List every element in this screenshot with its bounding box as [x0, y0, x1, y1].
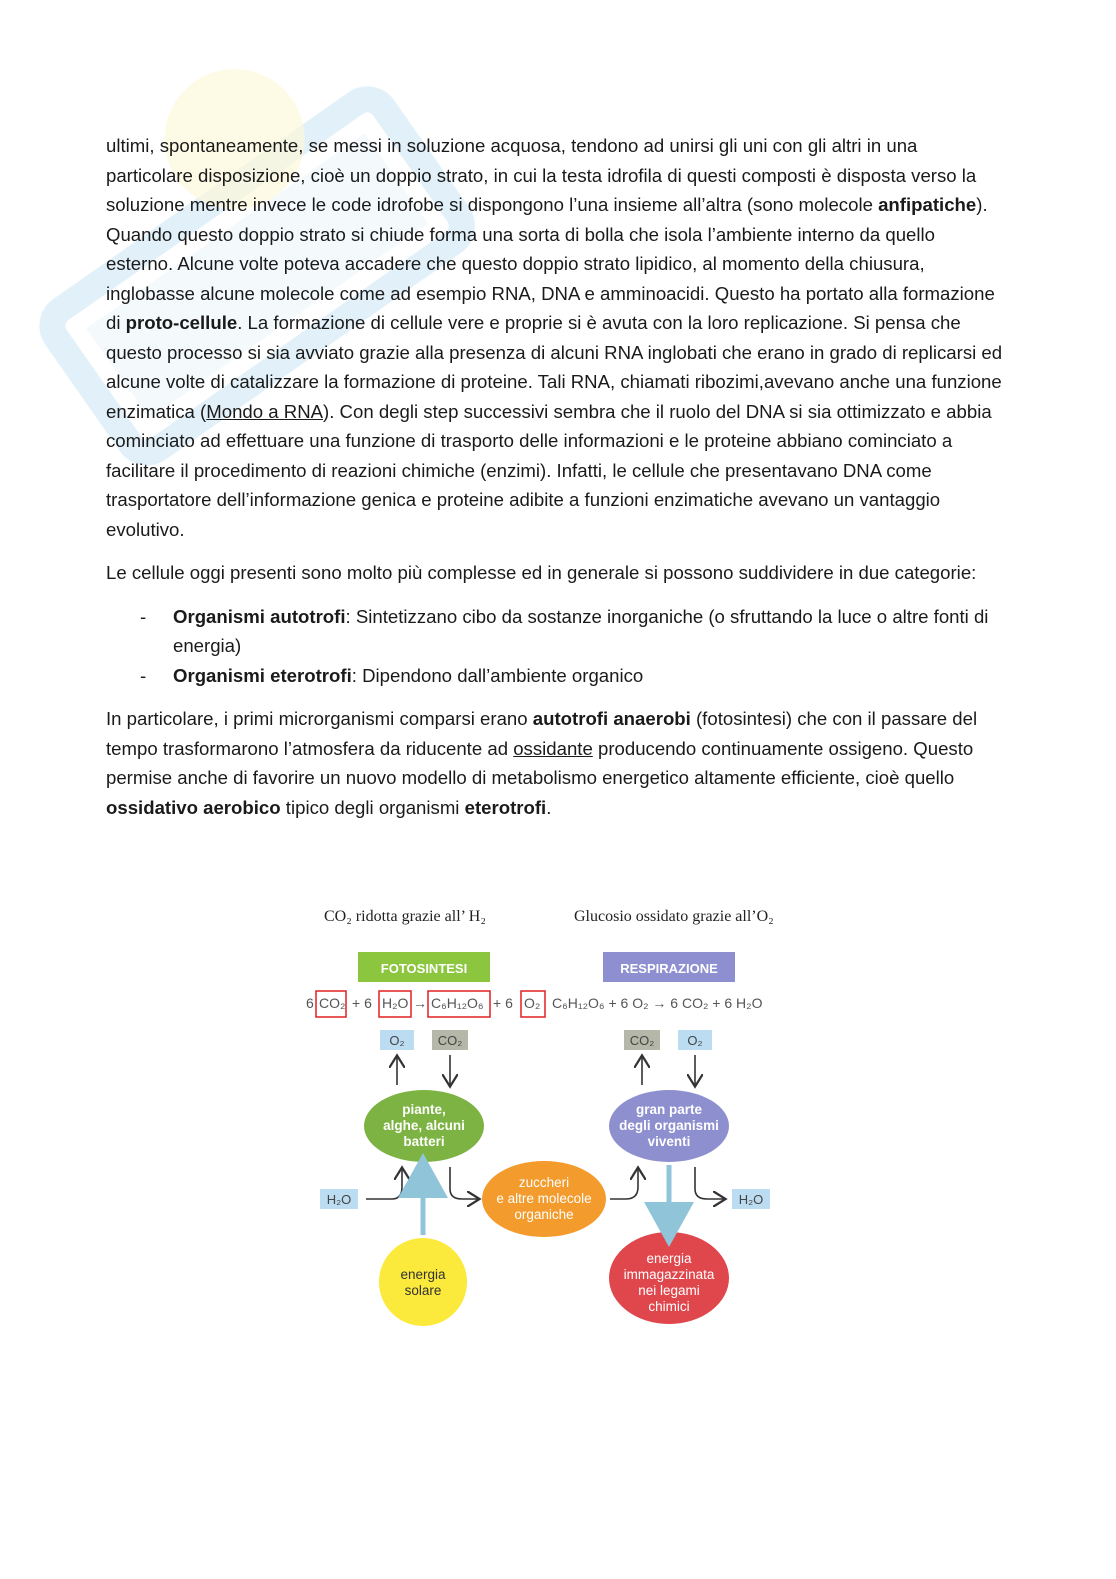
organism-categories-list	[106, 602, 1006, 691]
bullet-dash: -	[140, 605, 147, 627]
arrow-icon	[450, 1167, 478, 1199]
bold-term: eterotrofi	[464, 796, 547, 818]
svg-text:→: →	[413, 995, 427, 1011]
text-run: Le cellule oggi presenti sono molto più complesse ed in generale si possono suddividere in due categorie:	[106, 562, 977, 583]
svg-text:+ 6: + 6	[493, 995, 513, 1011]
bold-term: anfipatiche	[878, 194, 977, 215]
bullet-dash: -	[140, 664, 147, 686]
tag-h2o: H₂O	[738, 1192, 764, 1207]
bold-term: ossidativo aerobico	[106, 796, 281, 818]
svg-text:+ 6: + 6	[352, 995, 372, 1011]
svg-text:batteri: batteri	[403, 1134, 445, 1149]
svg-text:gran parte: gran parte	[635, 1102, 703, 1117]
svg-text:piante,: piante,	[402, 1102, 446, 1117]
svg-text:chimici: chimici	[648, 1299, 690, 1314]
tag-co2: CO₂	[629, 1033, 655, 1048]
svg-text:degli organismi: degli organismi	[619, 1118, 719, 1133]
text-run: (fotosintesi) che con il passare del tempo trasformarono l’atmosfera da riducente ad	[106, 708, 978, 759]
list-item	[106, 661, 1006, 691]
photosynthesis-label: FOTOSINTESI	[380, 961, 468, 976]
svg-text:CO₂: CO₂	[319, 995, 346, 1011]
underlined-term: ossidante	[513, 737, 593, 759]
list-item	[106, 602, 1006, 661]
text-run: ultimi, spontaneamente, se messi in soluzione acquosa, tendono ad unirsi gli uni con gli altri in una particolare disposizione, cioè un doppio strato, in cui la testa idrofila di questi composti è disposta verso la soluzione mentre invece le code idrofobe si dispongono l’una insieme all’altra (sono molecole	[106, 135, 977, 215]
svg-text:e altre molecole: e altre molecole	[496, 1191, 592, 1206]
svg-text:nei legami: nei legami	[638, 1283, 700, 1298]
arrow-icon	[610, 1169, 638, 1199]
paragraph-autotrophs	[106, 704, 1006, 822]
svg-text:zuccheri: zuccheri	[518, 1175, 570, 1190]
respiration-equation: C₆H₁₂O₆ + 6 O₂ → 6 CO₂ + 6 H₂O	[552, 995, 763, 1011]
tag-o2: O₂	[687, 1033, 703, 1048]
photosynthesis-respiration-diagram	[296, 897, 816, 1337]
text-run: .	[546, 796, 552, 818]
paragraph-protocells	[106, 131, 1006, 544]
text-run: ). Con degli step successivi sembra che il ruolo del DNA si sia ottimizzato e abbia cominciato ad effettuare una funzione di trasporto delle informazioni e le proteine abbiano cominciato a facilitare il procedimento di reazioni chimiche (enzimi). Infatti, le cellule che presentavano DNA come trasportatore dell’informazione genica e proteine adibite a funzioni enzimatiche avevano un vantaggio evolutivo.	[106, 400, 992, 540]
text-run: ). Quando questo doppio strato si chiude forma una sorta di bolla che isola l’ambiente interno da quello esterno. Alcune volte poteva accadere che questo doppio strato lipidico, al momento della chiusura, inglobasse alcune molecole come ad esempio RNA, DNA e amminoacidi. Questo ha portato alla formazione di	[106, 194, 995, 333]
arrow-icon	[695, 1167, 724, 1199]
text-run: tipico degli organismi	[280, 796, 465, 818]
photosynthesis-equation	[306, 991, 545, 1017]
svg-text:energia: energia	[646, 1251, 692, 1266]
svg-text:energia: energia	[400, 1267, 446, 1282]
paragraph-categories	[106, 558, 1006, 588]
tag-co2: CO₂	[437, 1033, 463, 1048]
caption-left: CO₂ ridotta grazie all’ H₂	[324, 908, 486, 925]
tag-o2: O₂	[389, 1033, 405, 1048]
svg-text:immagazzinata: immagazzinata	[623, 1267, 715, 1282]
svg-text:organiche: organiche	[514, 1207, 574, 1222]
svg-text:6: 6	[306, 995, 314, 1011]
document-body	[106, 131, 1006, 836]
text-run: . La formazione di cellule vere e proprie si è avuta con la loro replicazione. Si pensa che questo processo si sia avviato grazie alla presenza di alcuni RNA inglobati che erano in grado di replicarsi ed alcune volte di catalizzare la formazione di proteine. Tali RNA, chiamati ribozimi,avevano anche una funzione enzimatica (	[106, 312, 1003, 422]
svg-text:C₆H₁₂O₆: C₆H₁₂O₆	[431, 995, 484, 1011]
svg-text:solare: solare	[404, 1283, 442, 1298]
arrow-icon	[366, 1169, 402, 1199]
bullet-term: Organismi eterotrofi	[173, 664, 352, 686]
respiration-label: RESPIRAZIONE	[620, 961, 718, 976]
solar-energy-circle	[379, 1238, 467, 1326]
bold-term: proto-cellule	[125, 312, 238, 333]
text-run: producendo continuamente ossigeno. Questo permise anche di favorire un nuovo modello di metabolismo energetico altamente efficiente, cioè quello	[106, 737, 974, 788]
text-run: In particolare, i primi microrganismi comparsi erano	[106, 708, 533, 729]
svg-text:H₂O: H₂O	[382, 995, 409, 1011]
svg-text:O₂: O₂	[524, 995, 541, 1011]
underlined-term: Mondo a RNA	[206, 400, 324, 422]
bold-term: autotrofi anaerobi	[532, 708, 691, 729]
bullet-text: : Dipendono dall’ambiente organico	[351, 664, 644, 686]
tag-h2o: H₂O	[326, 1192, 352, 1207]
bullet-text: : Sintetizzano cibo da sostanze inorganiche (o sfruttando la luce o altre fonti di energia)	[173, 605, 989, 656]
caption-right: Glucosio ossidato grazie all’O₂	[574, 908, 774, 925]
svg-text:alghe, alcuni: alghe, alcuni	[383, 1118, 465, 1133]
bullet-term: Organismi autotrofi	[173, 605, 346, 627]
svg-text:viventi: viventi	[647, 1134, 691, 1149]
